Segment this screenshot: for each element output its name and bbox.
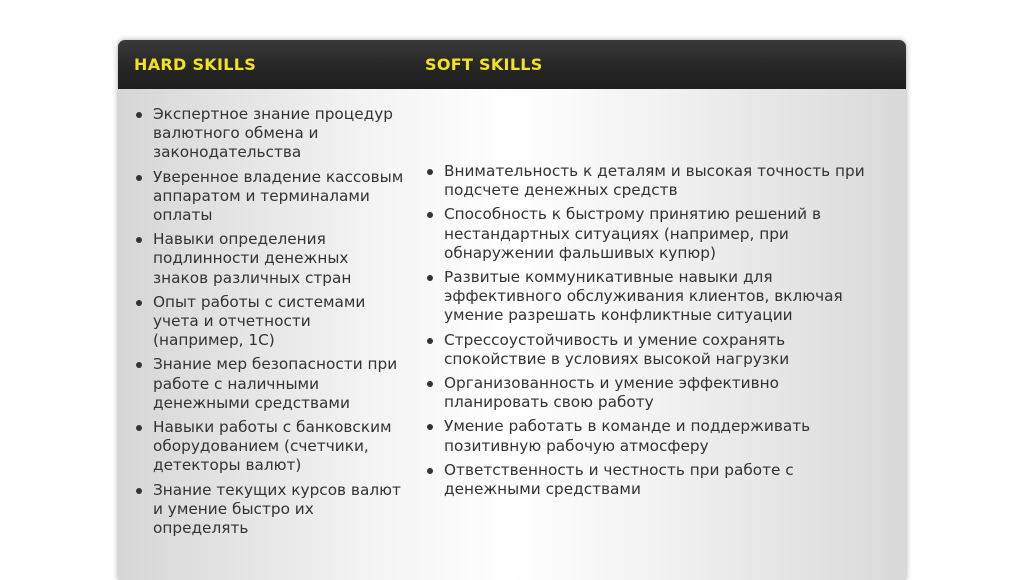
list-item <box>134 168 404 226</box>
bullet-icon <box>136 488 142 494</box>
list-item <box>425 374 885 412</box>
bullet-icon <box>136 237 142 243</box>
list-item <box>425 417 885 455</box>
hard-skill-text: Экспертное знание процедур валютного обмена и законодательства <box>153 105 393 162</box>
hard-skill-text: Опыт работы с системами учета и отчетности (например, 1С) <box>153 292 366 350</box>
list-item <box>425 461 885 499</box>
table-header <box>118 40 906 89</box>
soft-skill-text: Организованность и умение эффективно планировать свою работу <box>444 374 780 412</box>
bullet-icon <box>427 424 433 430</box>
soft-skills-list <box>425 162 885 504</box>
hard-skill-text: Навыки определения подлинности денежных знаков различных стран <box>153 230 352 287</box>
hard-skill-text: Знание мер безопасности при работе с наличными денежными средствами <box>153 355 398 412</box>
bullet-icon <box>427 338 433 344</box>
list-item <box>134 355 404 413</box>
hard-skill-text: Знание текущих курсов валют и умение быстро их определять <box>153 480 401 538</box>
bullet-icon <box>427 275 433 281</box>
list-item <box>425 162 885 200</box>
bullet-icon <box>136 112 142 118</box>
hard-skill-text: Уверенное владение кассовым аппаратом и терминалами оплаты <box>153 167 404 225</box>
soft-skill-text: Развитые коммуникативные навыки для эффективного обслуживания клиентов, включая умение разрешать конфликтные ситуации <box>444 268 843 325</box>
bullet-icon <box>136 175 142 181</box>
bullet-icon <box>427 468 433 474</box>
soft-skills-title: SOFT SKILLS <box>425 55 543 74</box>
soft-skill-text: Стрессоустойчивость и умение сохранять спокойствие в условиях высокой нагрузки <box>444 330 790 368</box>
hard-skills-list <box>134 105 404 543</box>
list-item <box>134 105 404 163</box>
list-item <box>425 268 885 326</box>
soft-skill-text: Умение работать в команде и поддерживать позитивную рабочую атмосферу <box>444 417 811 455</box>
bullet-icon <box>427 381 433 387</box>
bullet-icon <box>136 425 142 431</box>
soft-skill-text: Ответственность и честность при работе с денежными средствами <box>444 460 794 499</box>
skills-table <box>118 40 906 580</box>
list-item <box>134 230 404 288</box>
bullet-icon <box>427 212 433 218</box>
list-item <box>134 481 404 539</box>
soft-skill-text: Способность к быстрому принятию решений в нестандартных ситуациях (например, при обнаружении фальшивых купюр) <box>444 205 821 262</box>
bullet-icon <box>427 169 433 175</box>
list-item <box>134 293 404 351</box>
soft-skill-text: Внимательность к деталям и высокая точность при подсчете денежных средств <box>444 162 865 200</box>
list-item <box>425 331 885 369</box>
hard-skills-title: HARD SKILLS <box>134 55 257 74</box>
hard-skill-text: Навыки работы с банковским оборудованием (счетчики, детекторы валют) <box>153 418 392 475</box>
list-item <box>425 205 885 263</box>
list-item <box>134 418 404 476</box>
bullet-icon <box>136 300 142 306</box>
bullet-icon <box>136 362 142 368</box>
